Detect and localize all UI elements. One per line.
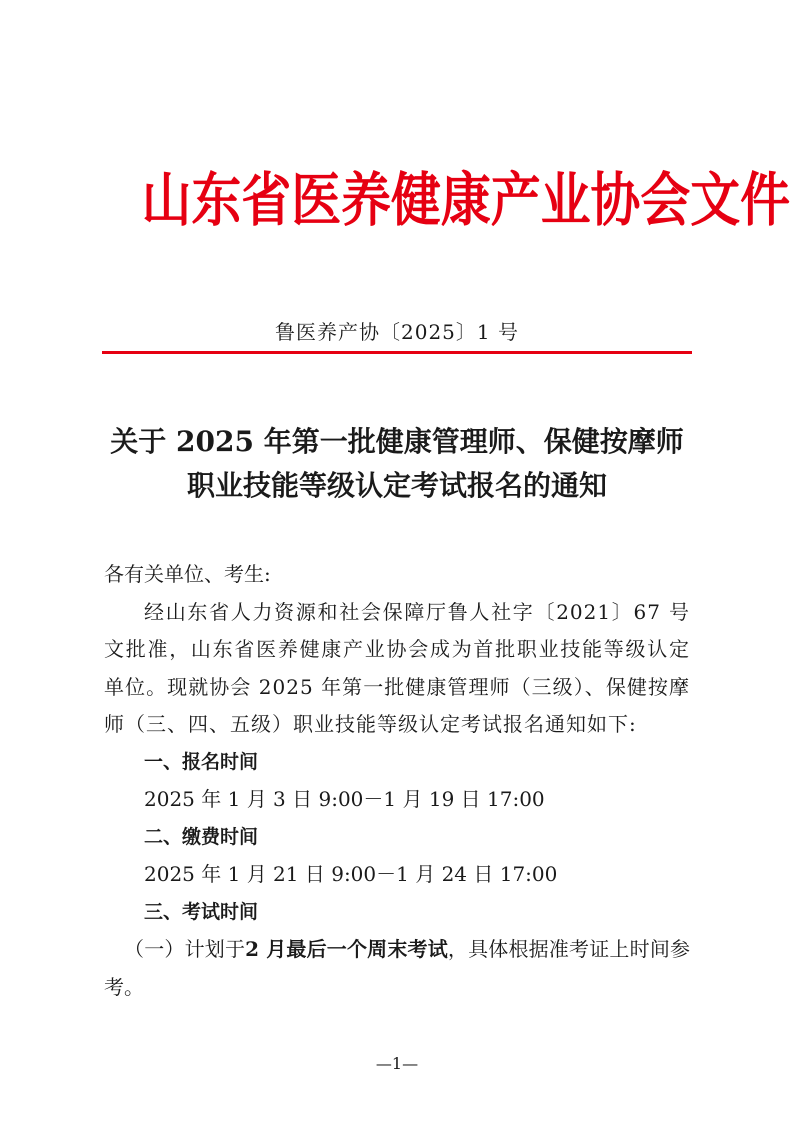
payment-time-value: 2025 年 1 月 21 日 9:00－1 月 24 日 17:00 [144,862,558,886]
salutation: 各有关单位、考生: [104,562,271,586]
section-heading-exam-time: 三、考试时间 [144,900,259,923]
registration-time-value: 2025 年 1 月 3 日 9:00－1 月 19 日 17:00 [144,787,545,811]
intro-paragraph: 经山东省人力资源和社会保障厅鲁人社字〔2021〕67 号文批准，山东省医养健康产业协会成为首批职业技能等级认定单位。现就协会 2025 年第一批健康管理师（三级）、保健按摩师（三、四、五级）职业技能等级认定考试报名通知如下: [104,599,690,736]
section-heading-registration-time: 一、报名时间 [144,750,259,773]
exam-time-emphasis: 2 月最后一个周末考试 [245,937,448,961]
document-number: 鲁医养产协〔2025〕1 号 [275,320,519,344]
notice-body [104,556,690,1006]
exam-time-suffix: ，具体根据准考证上时间参考。 [104,937,691,999]
notice-title-line-2: 职业技能等级认定考试报名的通知 [186,469,607,502]
notice-title-line-1: 关于 2025 年第一批健康管理师、保健按摩师 [110,425,684,458]
exam-time-prefix: （一）计划于 [124,937,246,961]
notice-title [100,420,694,508]
red-divider-line [102,351,692,354]
section-heading-payment-time: 二、缴费时间 [144,825,259,848]
exam-time-paragraph [104,931,690,1006]
page-number: —1— [375,1054,419,1073]
masthead-title: 山东省医养健康产业协会文件 [141,166,791,234]
